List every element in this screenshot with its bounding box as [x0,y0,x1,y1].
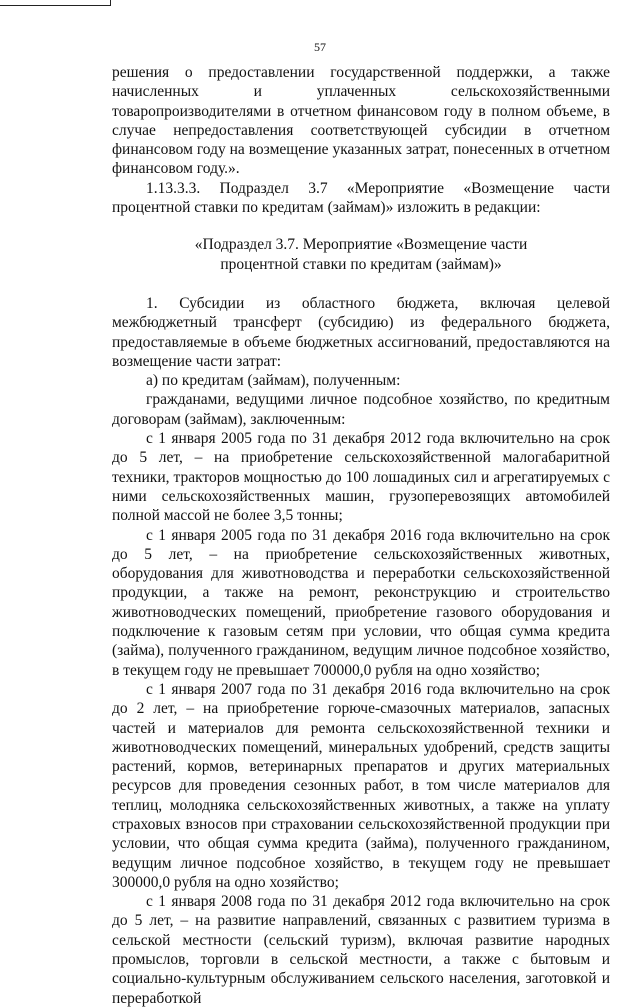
paragraph-2007-2016: с 1 января 2007 года по 31 декабря 2016 года включительно на срок до 2 лет, – на приобретение горюче-смазочных материалов, запасных частей и материалов для ремонта сельскохозяйственной техники и животноводческих помещений, минеральных удобрений, средств защиты растений, кормов, ветеринарных препаратов и других материальных ресурсов для проведения сезонных работ, в том числе материалов для теплиц, молодняка сельскохозяйственных животных, а также на уплату страховых взносов при страховании сельскохозяйственной продукции при условии, что общая сумма кредита (займа), полученного гражданином, ведущим личное подсобное хозяйство, в текущем году не превышает 300000,0 рубля на одно хозяйство; [112,680,610,891]
amendment-paragraph: 1.13.3.3. Подраздел 3.7 «Мероприятие «Возмещение части процентной ставки по кредитам (займам)» изложить в редакции: [112,179,610,217]
page-corner-mark [0,0,111,6]
spacer [112,217,610,235]
spacer [112,274,610,294]
section-heading-line-1: «Подраздел 3.7. Мероприятие «Возмещение части [194,236,528,254]
paragraph-2005-2012: с 1 января 2005 года по 31 декабря 2012 года включительно на срок до 5 лет, – на приобретение сельскохозяйственной малогабаритной техники, тракторов мощностью до 100 лошадиных сил и агрегатируемых с ними сельскохозяйственных машин, грузоперевозящих автомобилей полной массой не более 3,5 тонны; [112,430,610,525]
document-body [112,63,610,1008]
paragraph-2005-2016: с 1 января 2005 года по 31 декабря 2016 года включительно на срок до 5 лет, – на приобретение сельскохозяйственных животных, оборудования для животноводства и переработки сельскохозяйственной продукции, а также на ремонт, реконструкцию и строительство животноводческих помещений, приобретение газового оборудования и подключение к газовым сетям при условии, что общая сумма кредита (займа), полученного гражданином, ведущим личное подсобное хозяйство, в текущем году не превышает 700000,0 рубля на одно хозяйство; [112,526,610,679]
intro-paragraph: решения о предоставлении государственной поддержки, а также начисленных и уплаченных сельскохозяйственными товаропроизводителями в отчетном финансовом году в полном объеме, в случае непредоставления соответствующей субсидии в отчетном финансовом году на возмещение указанных затрат, понесенных в отчетном финансовом году.». [112,64,610,178]
paragraph-item-a: а) по кредитам (займам), полученным: [146,372,401,390]
page-number: 57 [314,40,326,54]
section-heading-line-2: процентной ставки по кредитам (займам)» [220,255,502,273]
paragraph-2008-2012: с 1 января 2008 года по 31 декабря 2012 года включительно на срок до 5 лет, – на развитие направлений, связанных с развитием туризма в сельской местности (сельский туризм), включая развитие народных промыслов, торговли в сельской местности, а также с бытовым и социально-культурным обслуживанием сельского населения, заготовкой и переработкой [112,893,610,1007]
paragraph-citizens: гражданами, ведущими личное подсобное хозяйство, по кредитным договорам (займам), заключенным: [112,391,610,428]
paragraph-subsidies: 1. Субсидии из областного бюджета, включая целевой межбюджетный трансферт (субсидию) из федерального бюджета, предоставляемые в объеме бюджетных ассигнований, предоставляются на возмещение части затрат: [112,294,610,370]
